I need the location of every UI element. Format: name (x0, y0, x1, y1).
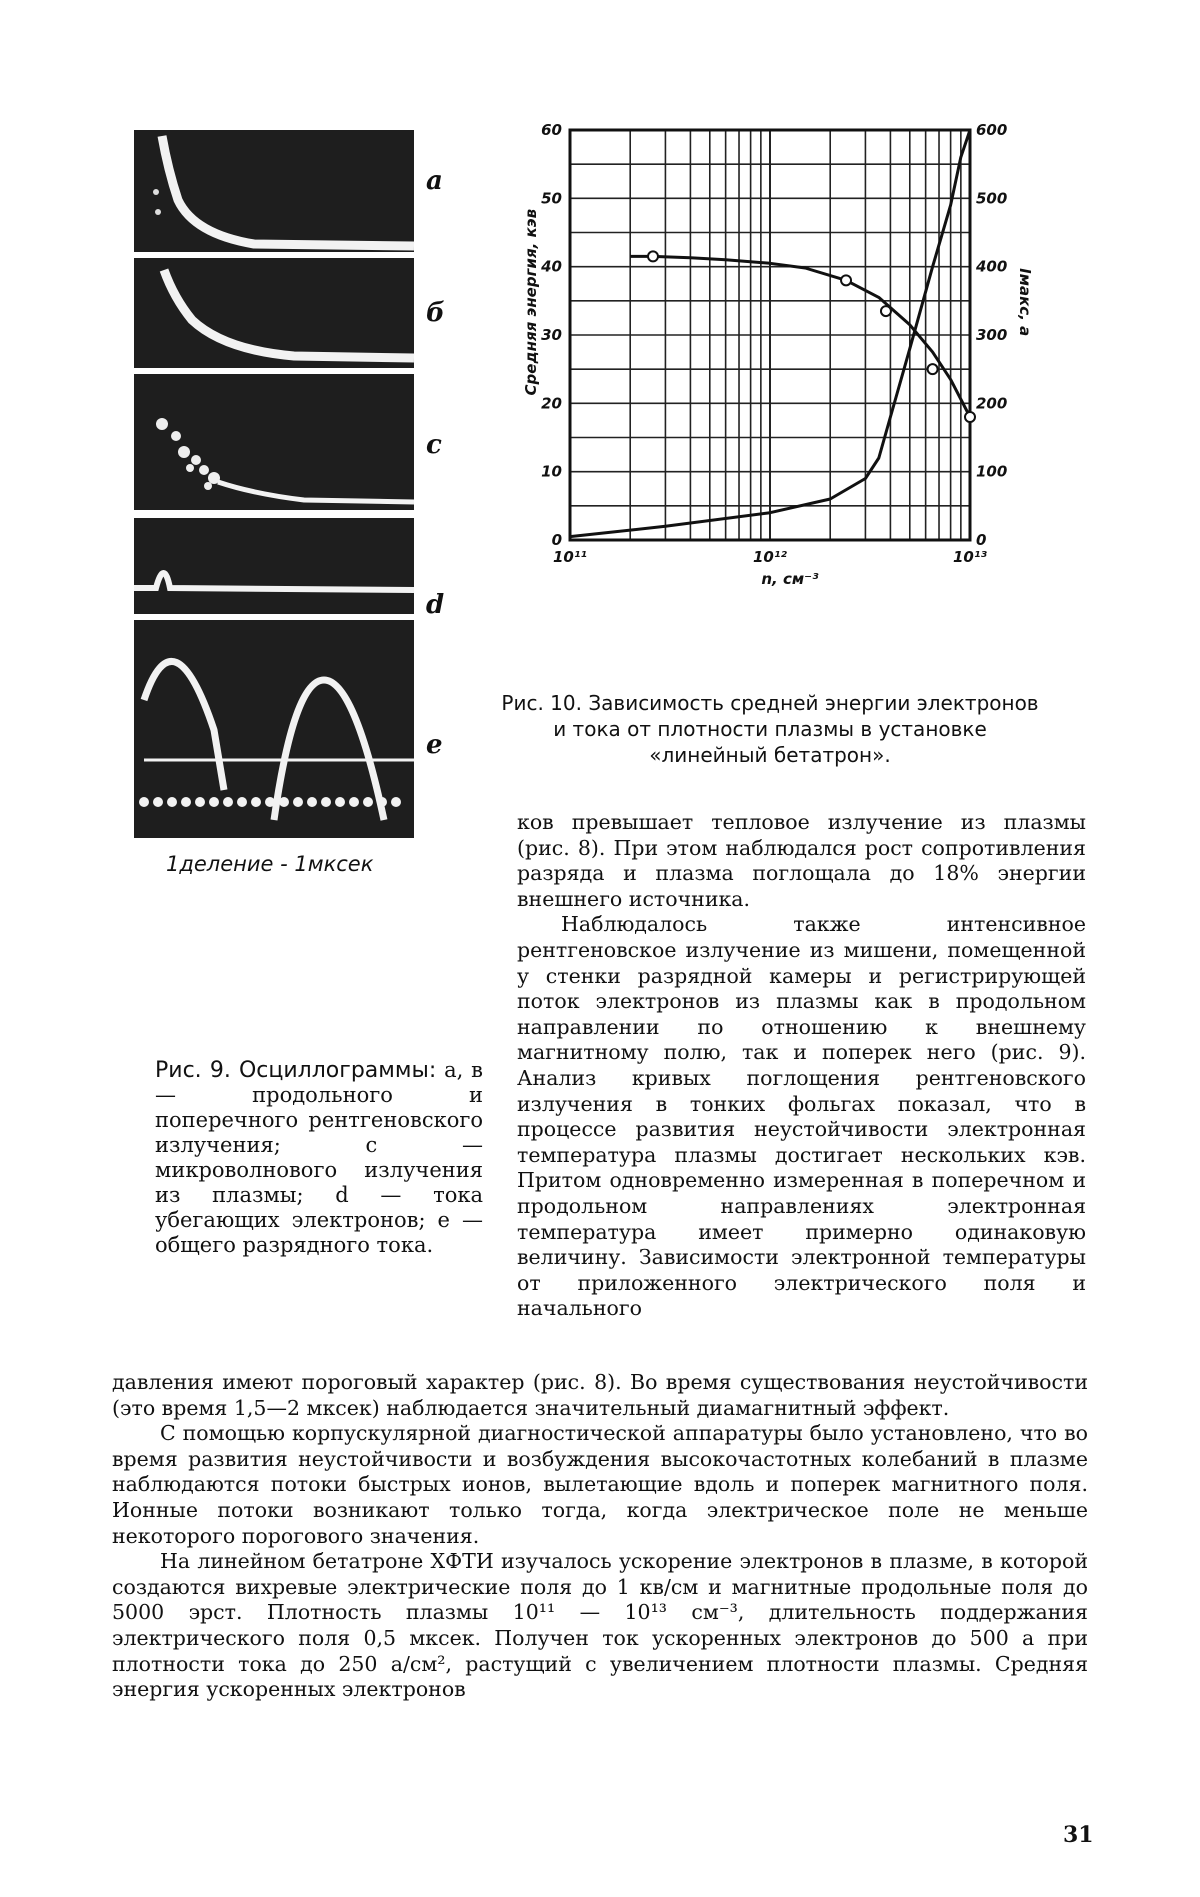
oscillogram-trace-a (134, 130, 414, 252)
oscillogram-trace-e (134, 620, 414, 838)
x-tick-label: 10¹³ (952, 548, 988, 566)
x-axis-label: n, см⁻³ (761, 570, 819, 588)
paragraph: На линейном бетатроне ХФТИ изучалось ускорение электронов в плазме, в которой создаются вихревые электрические поля до 1 кв/см и магнитные продольные поля до 5000 эрст. Плотность плазмы 10¹¹ — 10¹³ см⁻³, длительность поддержания электрического поля 0,5 мксек. Получен ток ускоренных электронов до 500 а при плотности тока до 250 а/см², растущий с увеличением плотности плазмы. Средняя энергия ускоренных электронов (112, 1549, 1088, 1702)
y-tick-label: 10 (541, 462, 562, 481)
figure9-caption (155, 1058, 483, 1258)
y-tick-label: 20 (541, 394, 562, 413)
trace-letter-d: d (426, 590, 445, 620)
oscillogram-trace-c (134, 374, 414, 510)
data-point-marker (881, 306, 891, 316)
oscillogram-trace-d (134, 518, 414, 614)
paragraph: С помощью корпускулярной диагностической аппаратуры было установлено, что во время развития неустойчивости и возбуждения высокочастотных колебаний в плазме наблюдаются потоки быстрых ионов, вылетающие вдоль и поперек магнитного поля. Ионные потоки возникают только тогда, когда электрическое поле не меньше некоторого порогового значения. (112, 1421, 1088, 1548)
data-point-marker (841, 275, 851, 285)
right-column-text (517, 810, 1086, 1322)
x-tick-label: 10¹¹ (552, 548, 588, 566)
paragraph: Наблюдалось также интенсивное рентгеновское излучение из мишени, помещенной у стенки разрядной камеры и регистрирующей поток электронов из плазмы как в продольном направлении по отношению к внешнему магнитному полю, так и поперек него (рис. 9). Анализ кривых поглощения рентгеновского излучения в тонких фольгах показал, что в процессе развития неустойчивости электронная температура плазмы достигает нескольких кэв. Притом одновременно измеренная в поперечном и продольном направлениях электронная температура имеет примерно одинаковую величину. Зависимости электронной температуры от приложенного электрического поля и начального (517, 912, 1086, 1321)
x-tick-label: 10¹² (752, 548, 788, 566)
trace-letter-b: б (426, 298, 445, 328)
data-point-marker (648, 251, 658, 261)
data-point-marker (965, 412, 975, 422)
y-tick-label: 60 (541, 121, 562, 139)
y2-tick-label: 500 (976, 189, 1008, 208)
full-width-text (112, 1370, 1088, 1703)
y2-tick-label: 0 (976, 531, 987, 549)
y-tick-label: 30 (541, 326, 562, 344)
trace-letter-e: e (426, 730, 443, 760)
oscillogram-figure (134, 130, 464, 1020)
y2-tick-label: 600 (976, 121, 1008, 139)
page-number: 31 (1063, 1822, 1094, 1848)
trace-letter-c: с (426, 430, 442, 460)
figure9-caption-text: а, в — продольного и поперечного рентгеновского излучения; с — микроволнового излучения из плазмы; d — тока убегающих электронов; е — общего разрядного тока. (155, 1058, 483, 1257)
trace-letter-a: a (426, 166, 443, 196)
paragraph: ков превышает тепловое излучение из плазмы (рис. 8). При этом наблюдался рост сопротивления разряда и плазма поглощала до 18% энергии внешнего источника. (517, 810, 1086, 911)
y-axis-label: Средняя энергия, кэв (522, 208, 540, 396)
y2-axis-label: Iмакс, а (1016, 268, 1034, 337)
y2-tick-label: 300 (976, 326, 1008, 344)
oscillogram-trace-b (134, 258, 414, 368)
energy-current-chart (510, 120, 1034, 680)
figure9-caption-label: Рис. 9. Осциллограммы: (155, 1058, 437, 1083)
y-tick-label: 0 (551, 531, 562, 549)
time-scale-caption: 1деление - 1мксек (166, 852, 374, 876)
y2-tick-label: 400 (976, 257, 1008, 276)
figure10-caption: Рис. 10. Зависимость средней энергии электронов и тока от плотности плазмы в установке «линейный бетатрон». (501, 691, 1039, 767)
energy-curve (630, 256, 970, 417)
paragraph: давления имеют пороговый характер (рис. 8). Во время существования неустойчивости (это время 1,5—2 мксек) наблюдается значительный диамагнитный эффект. (112, 1370, 1088, 1420)
data-point-marker (928, 364, 938, 374)
y2-tick-label: 100 (976, 462, 1008, 481)
y2-tick-label: 200 (976, 394, 1008, 413)
y-tick-label: 40 (541, 257, 562, 276)
y-tick-label: 50 (541, 189, 562, 208)
